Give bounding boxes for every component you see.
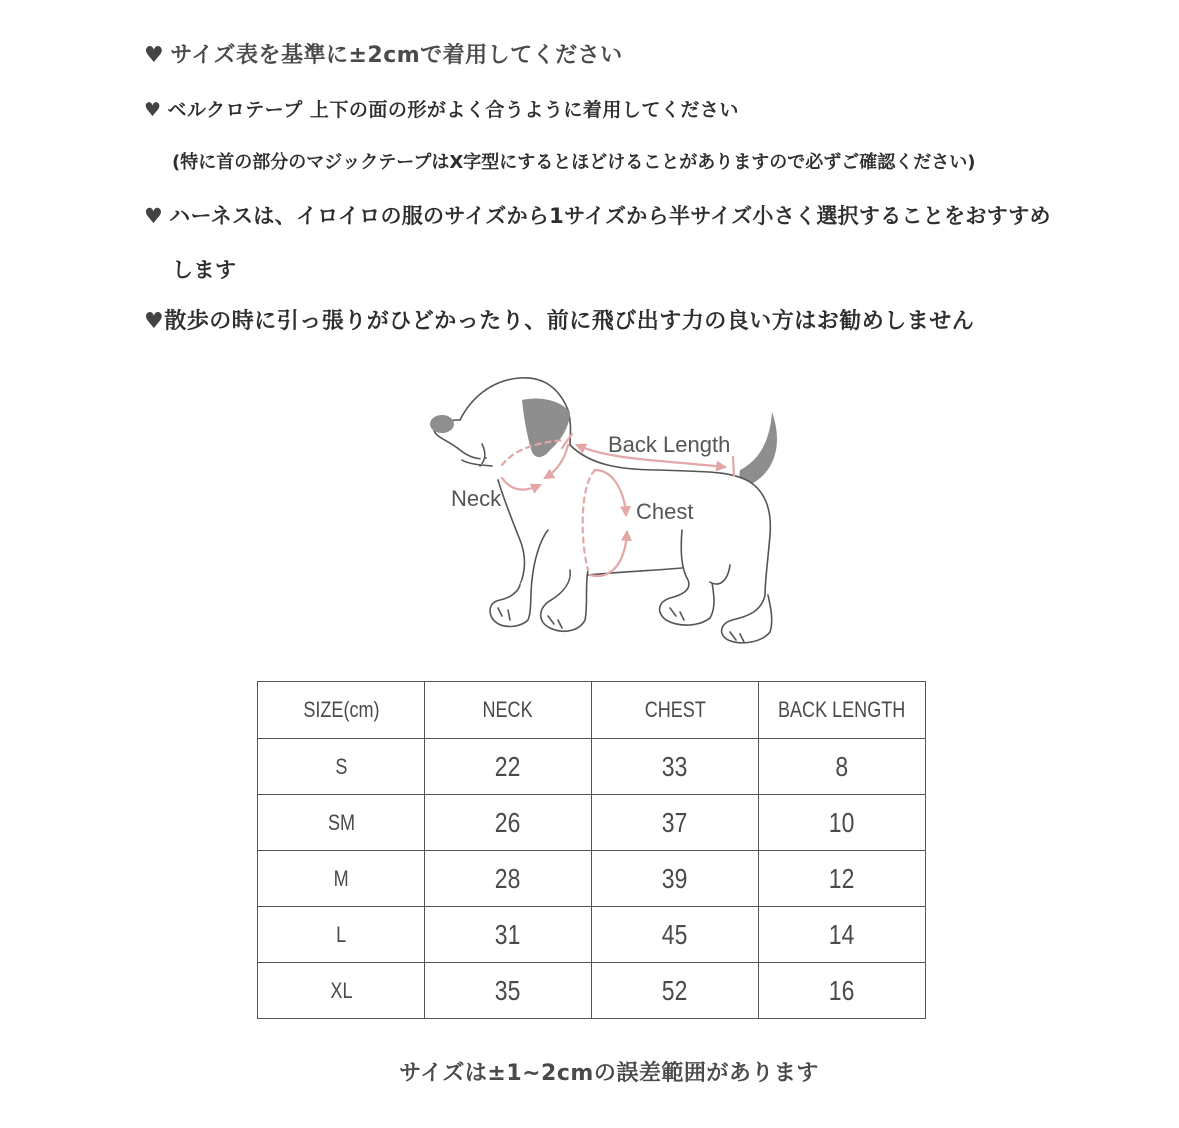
note-text: ベルクロテープ 上下の面の形がよく合うように着用してください <box>167 99 739 121</box>
tail-shape <box>739 412 776 486</box>
table-row <box>258 963 926 1019</box>
neck-cell: 22 <box>425 739 592 795</box>
heart-icon: ♥ <box>144 99 162 121</box>
chest-cell: 52 <box>592 963 759 1019</box>
heart-icon: ♥ <box>144 309 165 334</box>
note-velcro-detail <box>172 148 975 174</box>
table-row <box>258 851 926 907</box>
chest-cell: 45 <box>592 907 759 963</box>
note-text: サイズ表を基準に±2cmで着用してください <box>170 43 623 68</box>
chest-cell: 33 <box>592 739 759 795</box>
note-text: します <box>172 258 237 282</box>
size-cell: L <box>258 907 425 963</box>
back-length-label: Back Length <box>608 432 731 457</box>
heart-icon: ♥ <box>144 43 165 68</box>
size-cell: XL <box>258 963 425 1019</box>
note-text: (特に首の部分のマジックテープはX字型にするとほどけることがありますので必ずご確認ください) <box>172 152 976 173</box>
back-length-cell: 12 <box>759 851 926 907</box>
note-size-recommendation <box>144 200 1051 230</box>
header-neck: NECK <box>425 682 592 739</box>
header-size: SIZE(cm) <box>258 682 425 739</box>
footer-tolerance-note: サイズは±1~2cmの誤差範囲があります <box>399 1061 819 1086</box>
neck-cell: 35 <box>425 963 592 1019</box>
nose-shape <box>430 415 454 433</box>
note-text: ハーネスは、イロイロの服のサイズから1サイズから半サイズ小さく選択することをおすすめ <box>169 204 1051 228</box>
size-cell: S <box>258 739 425 795</box>
note-size-recommendation-continued <box>172 254 237 284</box>
neck-cell: 26 <box>425 795 592 851</box>
note-velcro <box>144 95 739 122</box>
chest-label: Chest <box>636 499 694 524</box>
back-length-cell: 16 <box>759 963 926 1019</box>
heart-icon: ♥ <box>144 204 164 228</box>
chest-cell: 39 <box>592 851 759 907</box>
size-cell: SM <box>258 795 425 851</box>
header-chest: CHEST <box>592 682 759 739</box>
back-length-cell: 8 <box>759 739 926 795</box>
size-table <box>257 681 926 1019</box>
note-fit-tolerance <box>144 38 623 69</box>
neck-label: Neck <box>451 486 502 511</box>
back-length-cell: 14 <box>759 907 926 963</box>
table-row <box>258 739 926 795</box>
dog-measurement-illustration <box>420 370 800 660</box>
note-text: 散歩の時に引っ張りがひどかったり、前に飛び出す力の良い方はお勧めしません <box>164 309 975 334</box>
table-row <box>258 795 926 851</box>
size-cell: M <box>258 851 425 907</box>
header-back-length: BACK LENGTH <box>759 682 926 739</box>
chest-cell: 37 <box>592 795 759 851</box>
note-walking-warning <box>144 304 974 335</box>
neck-cell: 31 <box>425 907 592 963</box>
back-length-cell: 10 <box>759 795 926 851</box>
table-row <box>258 907 926 963</box>
table-header-row <box>258 682 926 739</box>
neck-cell: 28 <box>425 851 592 907</box>
